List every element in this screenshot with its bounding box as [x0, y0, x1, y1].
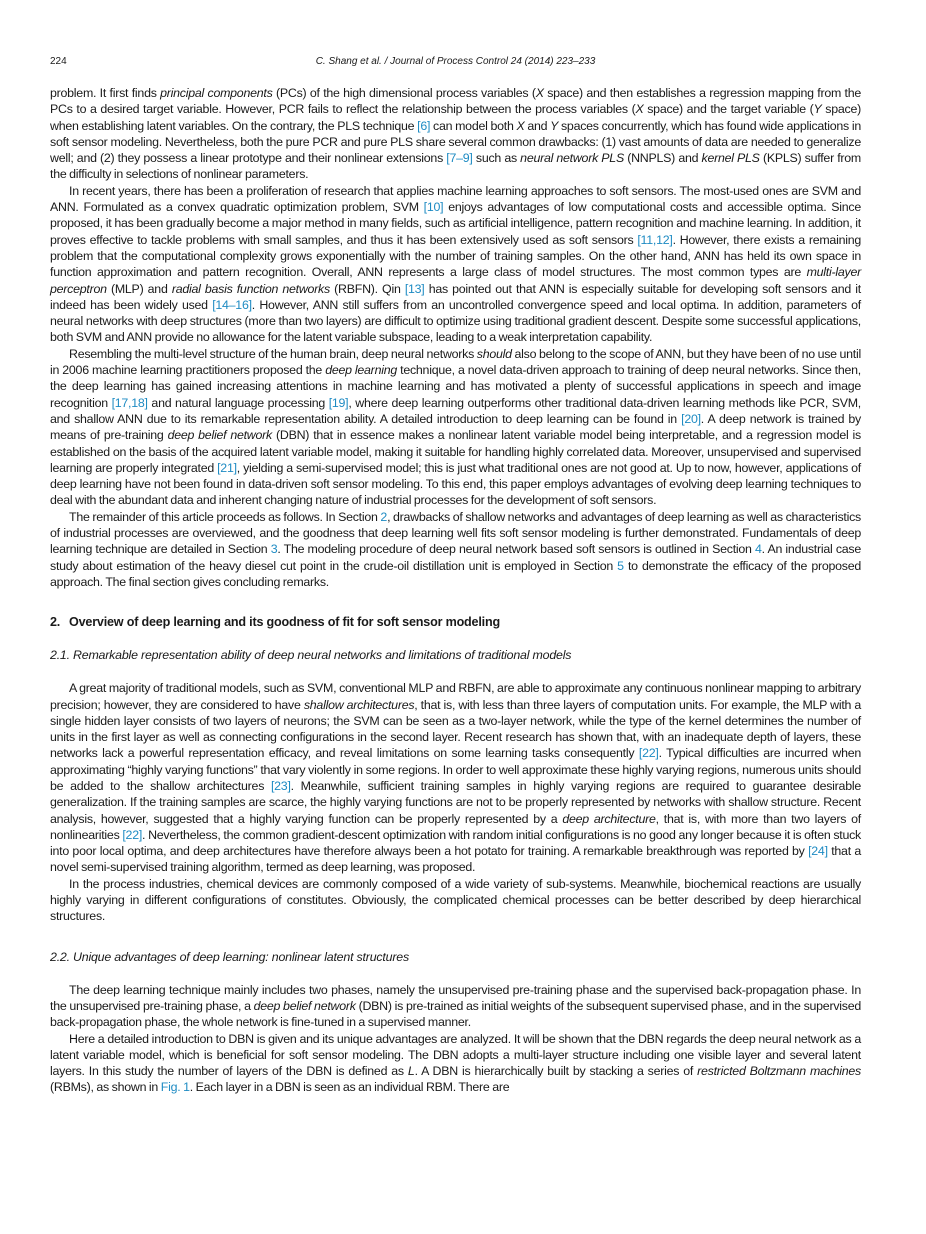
spacer [50, 965, 861, 982]
citation-link[interactable]: [20] [681, 411, 701, 426]
citation-link[interactable]: 2 [380, 509, 388, 524]
citation-link[interactable]: [11,12] [637, 232, 673, 247]
citation-link[interactable]: [14–16] [212, 297, 252, 312]
citation-link[interactable]: [6] [417, 118, 431, 133]
citation-link[interactable]: 4 [755, 542, 762, 557]
paragraph: In the process industries, chemical devices are commonly composed of a wide variety of sub-systems. Meanwhile, biochemical reactions are usually highly varying in different configurations of constitutes. Obviously, the complicated chemical processes can be better described by deep hierarchical structures. [50, 876, 861, 924]
journal-citation: C. Shang et al. / Journal of Process Control 24 (2014) 223–233 [315, 56, 596, 67]
italic-term: X [516, 118, 525, 133]
article-body [50, 85, 861, 1096]
italic-term: deep architecture [562, 811, 656, 826]
citation-link[interactable]: [19] [328, 395, 349, 410]
citation-link[interactable]: [17,18] [111, 395, 148, 410]
subsection-heading [50, 647, 861, 663]
citation-link[interactable]: 5 [617, 558, 624, 573]
citation-link[interactable]: [23] [270, 778, 291, 793]
citation-link[interactable]: [22] [122, 827, 143, 842]
subsection-heading [50, 949, 861, 965]
italic-term: X [535, 86, 544, 100]
italic-term: restricted Boltzmann machines [697, 1064, 861, 1079]
italic-term: multi-layer perceptron [50, 265, 861, 296]
paragraph: The remainder of this article proceeds as follows. In Section 2, drawbacks of shallow networks and advantages of deep learning as well as characteristics of industrial processes are overviewed, and the goodness that deep learning well fits soft sensor modeling is further demonstrated. Fundamentals of deep learning technique are detailed in Section 3. The modeling procedure of deep neural network based soft sensors is outlined in Section 4. An industrial case study about estimation of the heavy diesel cut point in the crude-oil distillation unit is employed in Section 5 to demonstrate the efficacy of the proposed approach. The final section gives concluding remarks. [50, 509, 862, 589]
italic-term: deep belief network [253, 998, 356, 1013]
citation-link[interactable]: [24] [808, 844, 828, 859]
paragraph: Here a detailed introduction to DBN is given and its unique advantages are analyzed. It will be shown that the DBN regards the deep neural network as a latent variable model, which is beneficial for soft sensor modeling. The DBN adopts a multi-layer structure including one visible layer and several latent layers. In this study the number of layers of the DBN is defined as L. A DBN is hierarchically built by stacking a series of restricted Boltzmann machines (RBMs), as shown in Fig. 1. Each layer in a DBN is seen as an individual RBM. There are [50, 1031, 861, 1095]
section-number: 2. [50, 615, 61, 630]
paragraph: In recent years, there has been a proliferation of research that applies machine learning approaches to soft sensors. The most-used ones are SVM and ANN. Formulated as a convex quadratic optimization problem, SVM [10] enjoys advantages of low computational costs and accessible optima. Since proposed, it has been gradually become a major method in many fields, such as artificial intelligence, pattern recognition and machine learning. In addition, it proves effective to tackle problems with small samples, and thus it has been extensively used as soft sensors [11,12]. However, there exists a remaining problem that the computational complexity grows exponentially with the number of training samples. On the other hand, ANN has held its own space in function approximation and pattern recognition. Overall, ANN represents a large class of model structures. The most common types are multi-layer perceptron (MLP) and radial basis function networks (RBFN). Qin [13] has pointed out that ANN is especially suitable for developing soft sensors and it indeed has been widely used [14–16]. However, ANN still suffers from an uncontrolled convergence speed and local optima. In addition, parameters of neural networks with deep structures (more than two layers) are difficult to optimize using traditional gradient descent. Despite some successful applications, both SVM and ANN provide no allowance for the latent variable subspace, leading to a weak interpretation capability. [50, 183, 861, 345]
italic-term: shallow architectures [303, 697, 415, 712]
paragraph: The deep learning technique mainly includes two phases, namely the unsupervised pre-training phase and the supervised back-propagation phase. In the unsupervised pre-training phase, a deep belief network (DBN) is pre-trained as initial weights of the subsequent supervised phase, and in the supervised back-propagation phase, the whole network is fine-tuned in a supervised manner. [50, 982, 862, 1030]
italic-term: Y [813, 102, 822, 117]
italic-term: Y [550, 118, 559, 133]
citation-link[interactable]: 3 [270, 542, 278, 557]
page-number: 224 [50, 56, 67, 67]
section-title: Overview of deep learning and its goodness of fit for soft sensor modeling [69, 615, 500, 630]
subsection-title: Remarkable representation ability of deep neural networks and limitations of traditional models [73, 648, 572, 663]
paragraph: problem. It first finds principal components (PCs) of the high dimensional process variables (X space) and then establishes a regression mapping from the PCs to a desired target variable. However, PCR fails to reflect the relationship between the process variables (X space) and the target variable (Y space) when establishing latent variables. On the contrary, the PLS technique [6] can model both X and Y spaces concurrently, which has found wide applications in soft sensor modeling. Nevertheless, both the pure PCR and pure PLS share several common drawbacks: (1) vast amounts of data are needed to generalize well; and (2) they possess a linear prototype and their nonlinear extensions [7–9] such as neural network PLS (NNPLS) and kernel PLS (KPLS) suffer from the difficulty in selections of nonlinear parameters. [50, 86, 862, 182]
citation-link[interactable]: [21] [217, 460, 237, 475]
citation-link[interactable]: [22] [638, 746, 659, 761]
subsection-number: 2.1. [50, 648, 70, 663]
italic-term: should [476, 346, 512, 361]
paragraph: Resembling the multi-level structure of the human brain, deep neural networks should also belong to the scope of ANN, but they have been of no use until in 2006 machine learning practitioners proposed the deep learning technique, a novel data-driven approach to training of deep neural networks. Since then, the deep learning has gained increasing attentions in machine learning and has motivated a plenty of successful applications in speech and image recognition [17,18] and natural language processing [19], where deep learning outperforms other traditional data-driven learning methods like PCR, SVM, and shallow ANN due to its remarkable representation ability. A detailed introduction to deep learning can be found in [20]. A deep network is trained by means of pre-training deep belief network (DBN) that in essence makes a nonlinear latent variable model being interpretable, and a regression model is established on the basis of the acquired latent variable model, making it suitable for handling highly correlated data. Moreover, unsupervised and supervised learning are properly integrated [21], yielding a semi-supervised model; this is just what traditional ones are not good at. Up to now, however, applications of deep learning have not been found in data-driven soft sensor modeling. To this end, this paper employs advantages of evolving deep learning techniques to deal with the abundant data and inherent changing nature of industrial processes for the development of soft sensors. [50, 346, 862, 508]
subsection-title: Unique advantages of deep learning: nonlinear latent structures [73, 949, 409, 964]
citation-link[interactable]: [10] [423, 200, 444, 215]
citation-link[interactable]: [13] [404, 281, 425, 296]
citation-link[interactable]: Fig. 1 [160, 1080, 190, 1095]
italic-term: X [635, 102, 644, 117]
italic-term: deep belief network [167, 428, 272, 443]
citation-link[interactable]: [7–9] [446, 151, 473, 166]
subsection-number: 2.2. [50, 949, 70, 964]
paragraph: A great majority of traditional models, such as SVM, conventional MLP and RBFN, are able to approximate any continuous nonlinear mapping to arbitrary precision; however, they are considered to have shallow architectures, that is, with less than three layers of computation units. For example, the MLP with a single hidden layer consists of two layers of neurons; the SVM can be seen as a two-layer network, while the type of the kernel determines the number of units in the first layer as well as connecting configurations in the second layer. Recent research has shown that, with an inadequate depth of layers, these networks lack a powerful representation efficacy, and reveal limitations on some learning tasks consequently [22]. Typical difficulties are incurred when approximating “highly varying functions” that vary violently in some regions. In order to well approximate these highly varying regions, numerous units should be added to the shallow architectures [23]. Meanwhile, sufficient training samples in highly varying regions are required to guarantee desirable generalization. If the training samples are scarce, the highly varying functions are not to be properly represented by networks with shallow structure. Recent analysis, however, suggested that a highly varying function can be properly represented by a deep architecture, that is, with more than two layers of nonlinearities [22]. Nevertheless, the common gradient-descent optimization with random initial configurations is no good any longer because it is often stuck into poor local optima, and deep architectures have therefore always been a hot potato for training. A remarkable breakthrough was reported by [24] that a novel semi-supervised training algorithm, termed as deep learning, was proposed. [50, 681, 862, 875]
running-head [50, 56, 861, 70]
spacer [50, 663, 861, 680]
italic-term: radial basis function networks [171, 281, 330, 296]
italic-term: neural network PLS [520, 151, 624, 166]
italic-term: principal components [160, 86, 273, 100]
section-heading [50, 614, 861, 630]
italic-term: kernel PLS [701, 151, 760, 166]
italic-term: deep learning [325, 363, 397, 378]
italic-term: L [407, 1064, 415, 1079]
